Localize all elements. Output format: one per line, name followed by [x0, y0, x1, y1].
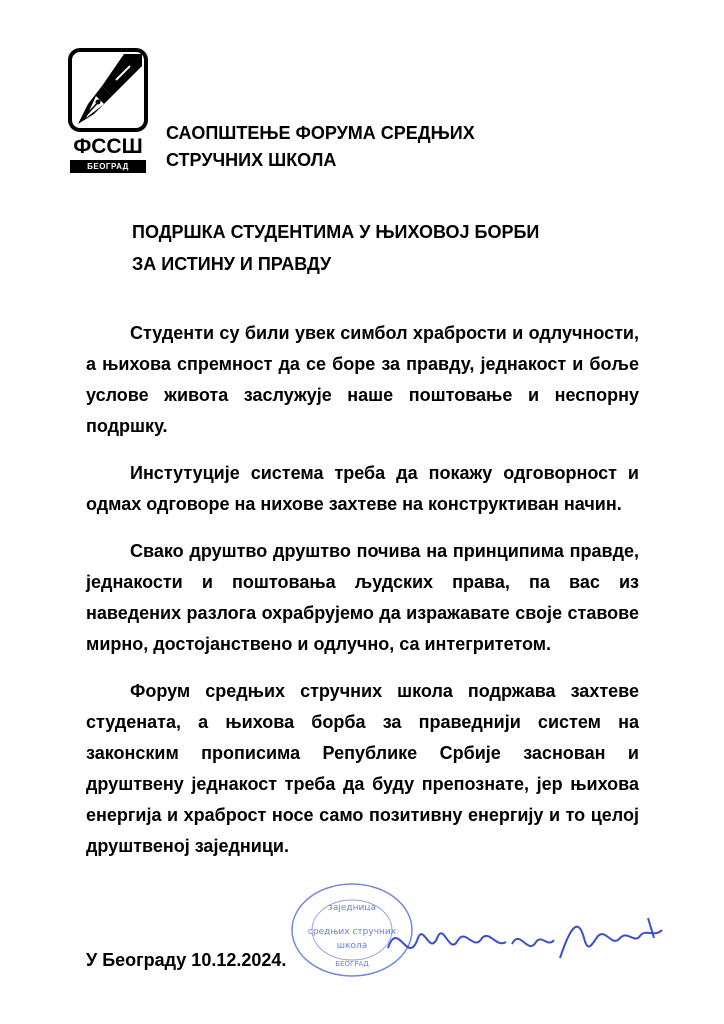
svg-text:школа: школа — [336, 941, 368, 951]
svg-text:средњих стручних: средњих стручних — [307, 927, 397, 937]
statement-subject — [132, 216, 632, 280]
svg-text:заједница: заједница — [328, 903, 376, 913]
subject-line-2: ЗА ИСТИНУ И ПРАВДУ — [132, 254, 332, 274]
organization-title — [166, 120, 586, 174]
statement-body — [86, 318, 639, 878]
subject-line-1: ПОДРШКА СТУДЕНТИМА У ЊИХОВОЈ БОРБИ — [132, 222, 540, 242]
handwritten-signature — [378, 908, 678, 978]
paragraph-3: Свако друштво друштво почива на принципима правде, једнакости и поштовања људских права, па вас из наведених разлога охрабрујемо да изражавате своје ставове мирно, достојанствено и одлучно, са интегритетом. — [86, 541, 639, 654]
org-title-line-1: САОПШТЕЊЕ ФОРУМА СРЕДЊИХ — [166, 123, 475, 143]
org-title-line-2: СТРУЧНИХ ШКОЛА — [166, 150, 337, 170]
svg-text:БЕОГРАД: БЕОГРАД — [335, 960, 369, 968]
paragraph-4: Форум средњих стручних школа подржава захтеве студената, а њихова борба за праведнији систем на законским прописима Републике Србије заснован и друштвену једнакост треба да буду препознате, јер њихова енергија и храброст носе само позитивну енергију и то целој друштвеној заједници. — [86, 681, 639, 856]
paragraph-1: Студенти су били увек симбол храбрости и одлучности, а њихова спремност да се боре за правду, једнакост и боље услове живота заслужује наше поштовање и неспорну подршку. — [86, 323, 639, 436]
logo-city: БЕОГРАД — [70, 160, 146, 173]
place-and-date: У Београду 10.12.2024. — [86, 950, 287, 970]
organization-logo — [68, 48, 148, 172]
fountain-pen-icon — [68, 48, 148, 132]
paragraph-2: Инстутуције система треба да покажу одговорност и одмах одговоре на нихове захтеве на конструктиван начин. — [86, 463, 639, 514]
logo-abbreviation: ФССШ — [73, 135, 143, 158]
